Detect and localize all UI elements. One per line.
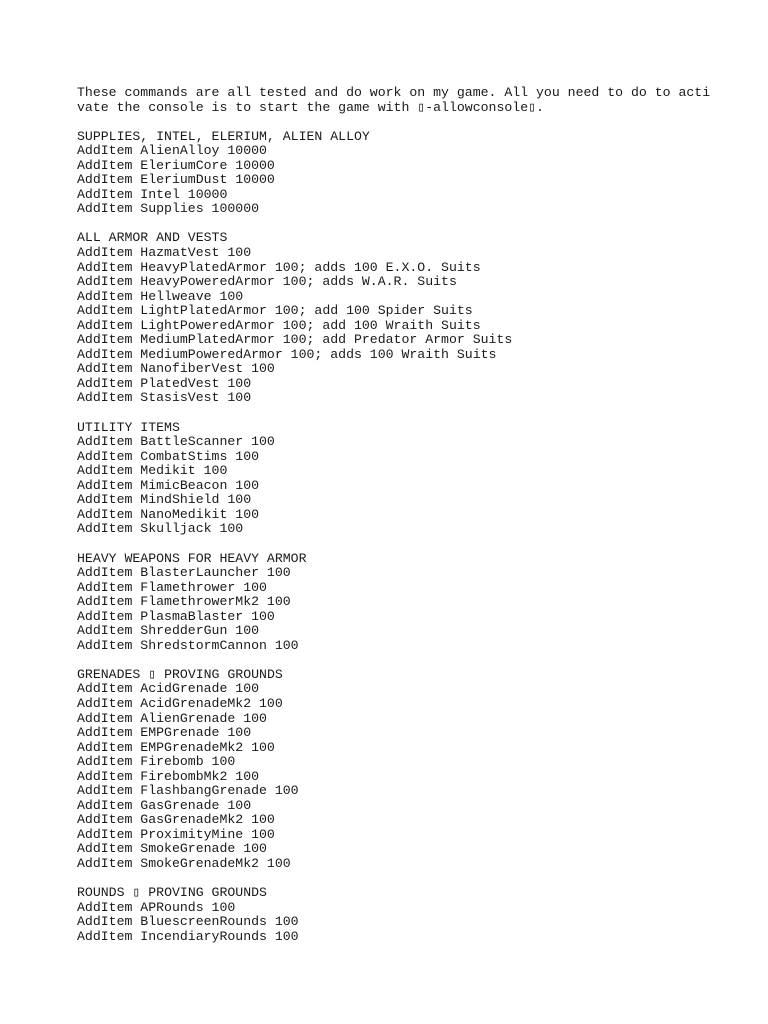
command-line: AddItem GasGrenadeMk2 100 [77, 812, 275, 828]
command-line: AddItem NanoMedikit 100 [77, 506, 260, 522]
section-heading: ROUNDS ▯ PROVING GROUNDS [77, 885, 267, 901]
command-line: AddItem EMPGrenade 100 [77, 725, 252, 741]
command-line: AddItem Flamethrower 100 [77, 579, 267, 595]
command-line: AddItem Intel 10000 [77, 186, 228, 202]
intro-line: vate the console is to start the game with ▯-allowconsole▯. [77, 99, 544, 115]
section-armor [77, 231, 717, 406]
section-heading: UTILITY ITEMS [77, 419, 180, 435]
command-line: AddItem EleriumDust 10000 [77, 172, 275, 188]
section-heavy-weapons [77, 552, 717, 654]
command-line: AddItem MindShield 100 [77, 492, 252, 508]
command-line: AddItem StasisVest 100 [77, 390, 252, 406]
command-line: AddItem NanofiberVest 100 [77, 361, 275, 377]
document-page [77, 86, 717, 959]
command-line: AddItem PlatedVest 100 [77, 375, 252, 391]
command-line: AddItem LightPlatedArmor 100; add 100 Spider Suits [77, 303, 473, 319]
section-heading: GRENADES ▯ PROVING GROUNDS [77, 666, 283, 682]
command-line: AddItem ProximityMine 100 [77, 826, 275, 842]
command-line: AddItem FirebombMk2 100 [77, 768, 260, 784]
section-heading: SUPPLIES, INTEL, ELERIUM, ALIEN ALLOY [77, 128, 370, 144]
command-line: AddItem Medikit 100 [77, 463, 228, 479]
command-line: AddItem Firebomb 100 [77, 754, 236, 770]
intro-line: These commands are all tested and do work on my game. All you need to do to acti [77, 85, 711, 100]
command-line: AddItem HeavyPoweredArmor 100; adds W.A.R. Suits [77, 274, 457, 290]
section-grenades [77, 668, 717, 872]
command-line: AddItem ShredderGun 100 [77, 623, 260, 639]
command-line: AddItem APRounds 100 [77, 899, 236, 915]
command-line: AddItem HazmatVest 100 [77, 245, 252, 261]
section-heading: ALL ARMOR AND VESTS [77, 230, 228, 246]
command-line: AddItem EMPGrenadeMk2 100 [77, 739, 275, 755]
command-line: AddItem MimicBeacon 100 [77, 477, 260, 493]
command-line: AddItem FlashbangGrenade 100 [77, 783, 299, 799]
command-line: AddItem BlasterLauncher 100 [77, 565, 291, 581]
command-line: AddItem GasGrenade 100 [77, 797, 252, 813]
command-line: AddItem BattleScanner 100 [77, 434, 275, 450]
command-line: AddItem MediumPoweredArmor 100; adds 100 Wraith Suits [77, 346, 497, 362]
command-line: AddItem SmokeGrenadeMk2 100 [77, 855, 291, 871]
command-line: AddItem FlamethrowerMk2 100 [77, 594, 291, 610]
command-line: AddItem SmokeGrenade 100 [77, 841, 267, 857]
section-rounds [77, 886, 717, 944]
command-line: AddItem AlienAlloy 10000 [77, 143, 267, 159]
section-utility-items [77, 421, 717, 537]
command-line: AddItem AlienGrenade 100 [77, 710, 267, 726]
command-line: AddItem Hellweave 100 [77, 288, 244, 304]
command-line: AddItem BluescreenRounds 100 [77, 914, 299, 930]
command-line: AddItem EleriumCore 10000 [77, 157, 275, 173]
section-supplies [77, 130, 717, 217]
command-line: AddItem HeavyPlatedArmor 100; adds 100 E.X.O. Suits [77, 259, 481, 275]
command-line: AddItem Skulljack 100 [77, 521, 244, 537]
command-line: AddItem PlasmaBlaster 100 [77, 608, 275, 624]
command-line: AddItem AcidGrenadeMk2 100 [77, 695, 283, 711]
command-line: AddItem CombatStims 100 [77, 448, 260, 464]
intro-paragraph [77, 86, 717, 115]
command-line: AddItem ShredstormCannon 100 [77, 637, 299, 653]
command-line: AddItem IncendiaryRounds 100 [77, 928, 299, 944]
section-heading: HEAVY WEAPONS FOR HEAVY ARMOR [77, 550, 307, 566]
command-line: AddItem MediumPlatedArmor 100; add Predator Armor Suits [77, 332, 513, 348]
command-line: AddItem LightPoweredArmor 100; add 100 Wraith Suits [77, 317, 481, 333]
command-line: AddItem Supplies 100000 [77, 201, 260, 217]
command-line: AddItem AcidGrenade 100 [77, 681, 260, 697]
